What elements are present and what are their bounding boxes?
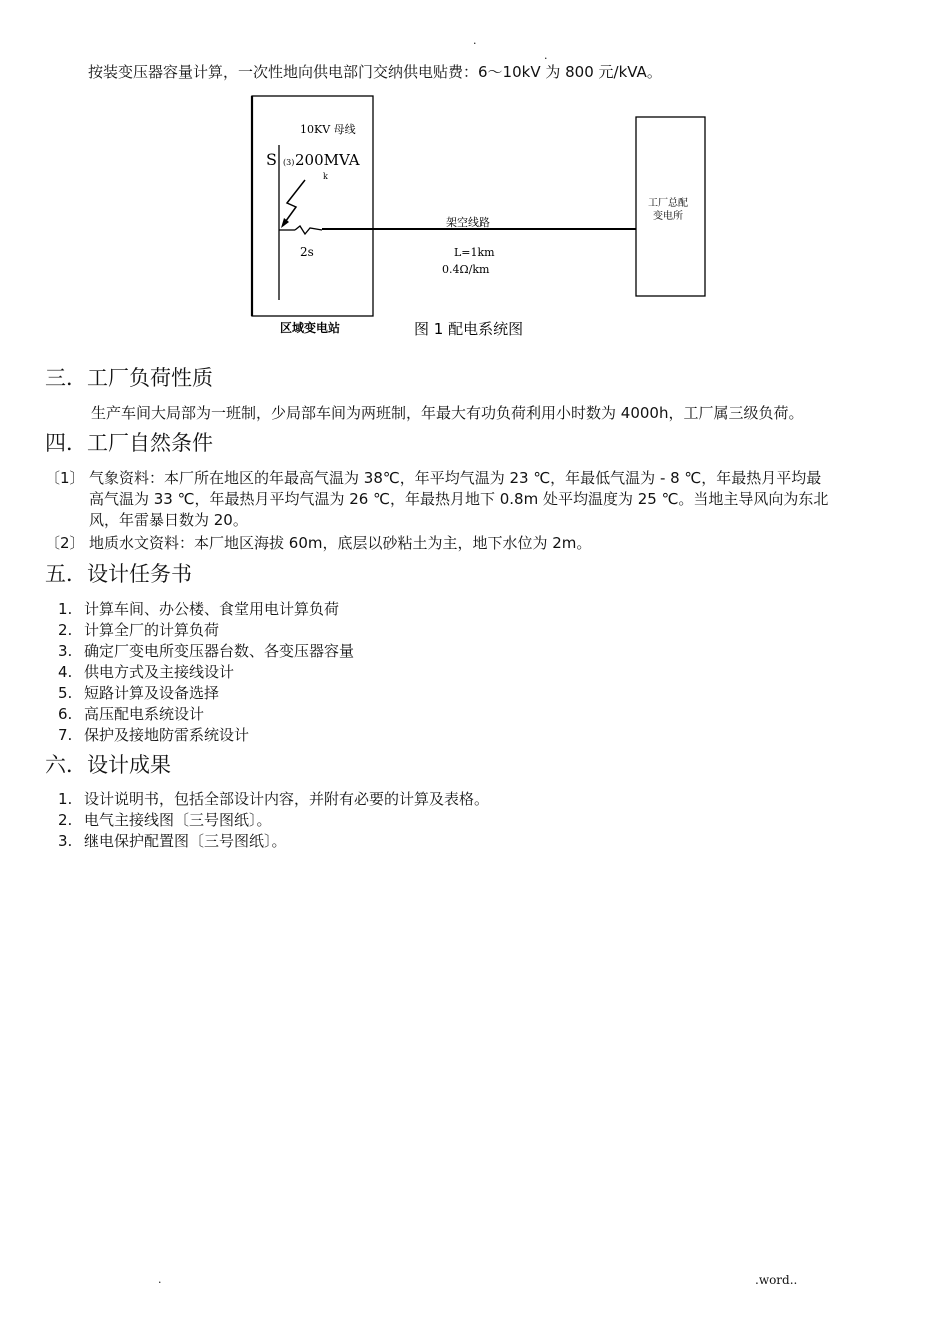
- factory-label-2: 变电所: [653, 211, 683, 222]
- factory-label-1: 工厂总配: [648, 198, 688, 209]
- list-item: 1. 设计说明书，包括全部设计内容，并附有必要的计算及表格。: [58, 790, 490, 808]
- list-item: 3. 确定厂变电所变压器台数、各变压器容量: [58, 642, 355, 660]
- time-label: 2s: [300, 245, 314, 259]
- footer-dot: .: [158, 1273, 162, 1286]
- section4-item1-line2: 高气温为 33 ℃，年最热月平均气温为 26 ℃，年最热月地下 0.8m 处平均温度为 25 ℃。当地主导风向为东北: [89, 490, 829, 508]
- section4-item1-line3: 风，年雷暴日数为 20。: [89, 511, 248, 529]
- line-label: 架空线路: [446, 216, 490, 229]
- short-circuit-arrow-icon: [283, 180, 305, 225]
- header-dot-right: .: [544, 49, 548, 62]
- s-letter: S: [266, 150, 277, 169]
- s-superscript: (3): [283, 158, 295, 167]
- list-item: 2. 计算全厂的计算负荷: [58, 621, 220, 639]
- list-item: 3. 继电保护配置图〔三号图纸〕。: [58, 832, 287, 850]
- section4-title: 四．工厂自然条件: [45, 431, 213, 455]
- task-list: [58, 599, 354, 746]
- section5-title: 五．设计任务书: [45, 562, 192, 586]
- list-item: 4. 供电方式及主接线设计: [58, 663, 235, 681]
- list-item: 2. 电气主接线图〔三号图纸〕。: [58, 811, 272, 829]
- section3-title: 三．工厂负荷性质: [45, 366, 213, 390]
- bus-label: 10KV 母线: [300, 123, 356, 136]
- section4-item1-num: 〔1〕: [45, 469, 85, 487]
- length-label: L=1km: [454, 246, 495, 259]
- list-item: 5. 短路计算及设备选择: [58, 684, 220, 702]
- list-item: 6. 高压配电系统设计: [58, 705, 205, 723]
- section4-item2-text: 地质水文资料：本厂地区海拔 60m，底层以砂粘土为主，地下水位为 2m。: [89, 534, 592, 552]
- section4-item1-line1: 气象资料：本厂所在地区的年最高气温为 38℃，年平均气温为 23 ℃，年最低气温为 - 8 ℃，年最热月平均最: [89, 469, 822, 487]
- list-item: 1. 计算车间、办公楼、食堂用电计算负荷: [58, 600, 340, 618]
- fee-text: 按装变压器容量计算，一次性地向供电部门交纳供电贴费：6～10kV 为 800 元/kVA。: [88, 63, 662, 81]
- list-item: 7. 保护及接地防雷系统设计: [58, 726, 250, 744]
- s-value: 200MVA: [295, 151, 360, 169]
- section4-item2-num: 〔2〕: [45, 534, 85, 552]
- header-dot-left: .: [473, 34, 477, 47]
- footer-word: .word..: [755, 1273, 798, 1287]
- s-subscript: k: [323, 172, 328, 181]
- distribution-system-diagram: [0, 0, 950, 345]
- section3-text: 生产车间大局部为一班制，少局部车间为两班制，年最大有功负荷利用小时数为 4000h，工厂属三级负荷。: [91, 404, 804, 422]
- station-label: 区域变电站: [280, 321, 341, 335]
- section6-title: 六．设计成果: [45, 753, 171, 777]
- impedance-label: 0.4Ω/km: [442, 263, 490, 276]
- figure-caption: 图 1 配电系统图: [414, 320, 524, 338]
- deliverables-list: [58, 789, 489, 852]
- circuit-breaker-symbol: [295, 226, 322, 234]
